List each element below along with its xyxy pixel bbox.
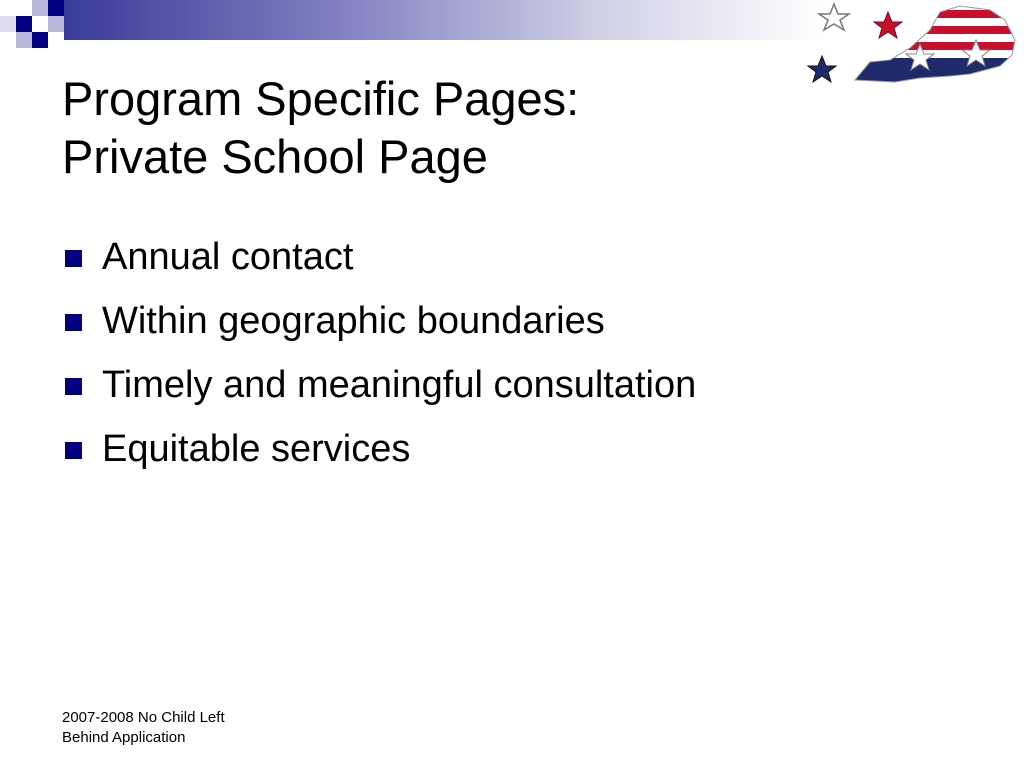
footer-text xyxy=(62,708,225,748)
square-bullet-icon xyxy=(65,442,82,459)
bullet-item xyxy=(62,294,696,358)
bullet-text: Timely and meaningful consultation xyxy=(102,364,697,406)
bullet-text: Annual contact xyxy=(102,236,354,278)
bullet-item xyxy=(62,230,696,294)
navy-star-icon xyxy=(808,56,836,82)
red-star-icon xyxy=(874,12,902,38)
slide-title-line-2: Private School Page xyxy=(62,130,488,183)
footer-line-1: 2007-2008 No Child Left xyxy=(62,709,225,726)
bullet-text: Equitable services xyxy=(102,428,411,470)
square-bullet-icon xyxy=(65,378,82,395)
slide-title xyxy=(62,70,782,186)
bullet-item xyxy=(62,358,696,422)
bullet-list xyxy=(62,230,696,486)
header-gradient-bar xyxy=(64,0,824,40)
bullet-item xyxy=(62,422,696,486)
square-bullet-icon xyxy=(65,250,82,267)
slide-title-line-1: Program Specific Pages: xyxy=(62,72,580,125)
stars-and-stripes-map-logo xyxy=(800,0,1024,96)
white-star-icon xyxy=(819,4,849,30)
square-bullet-icon xyxy=(65,314,82,331)
bullet-text: Within geographic boundaries xyxy=(102,300,605,342)
footer-line-2: Behind Application xyxy=(62,729,186,746)
